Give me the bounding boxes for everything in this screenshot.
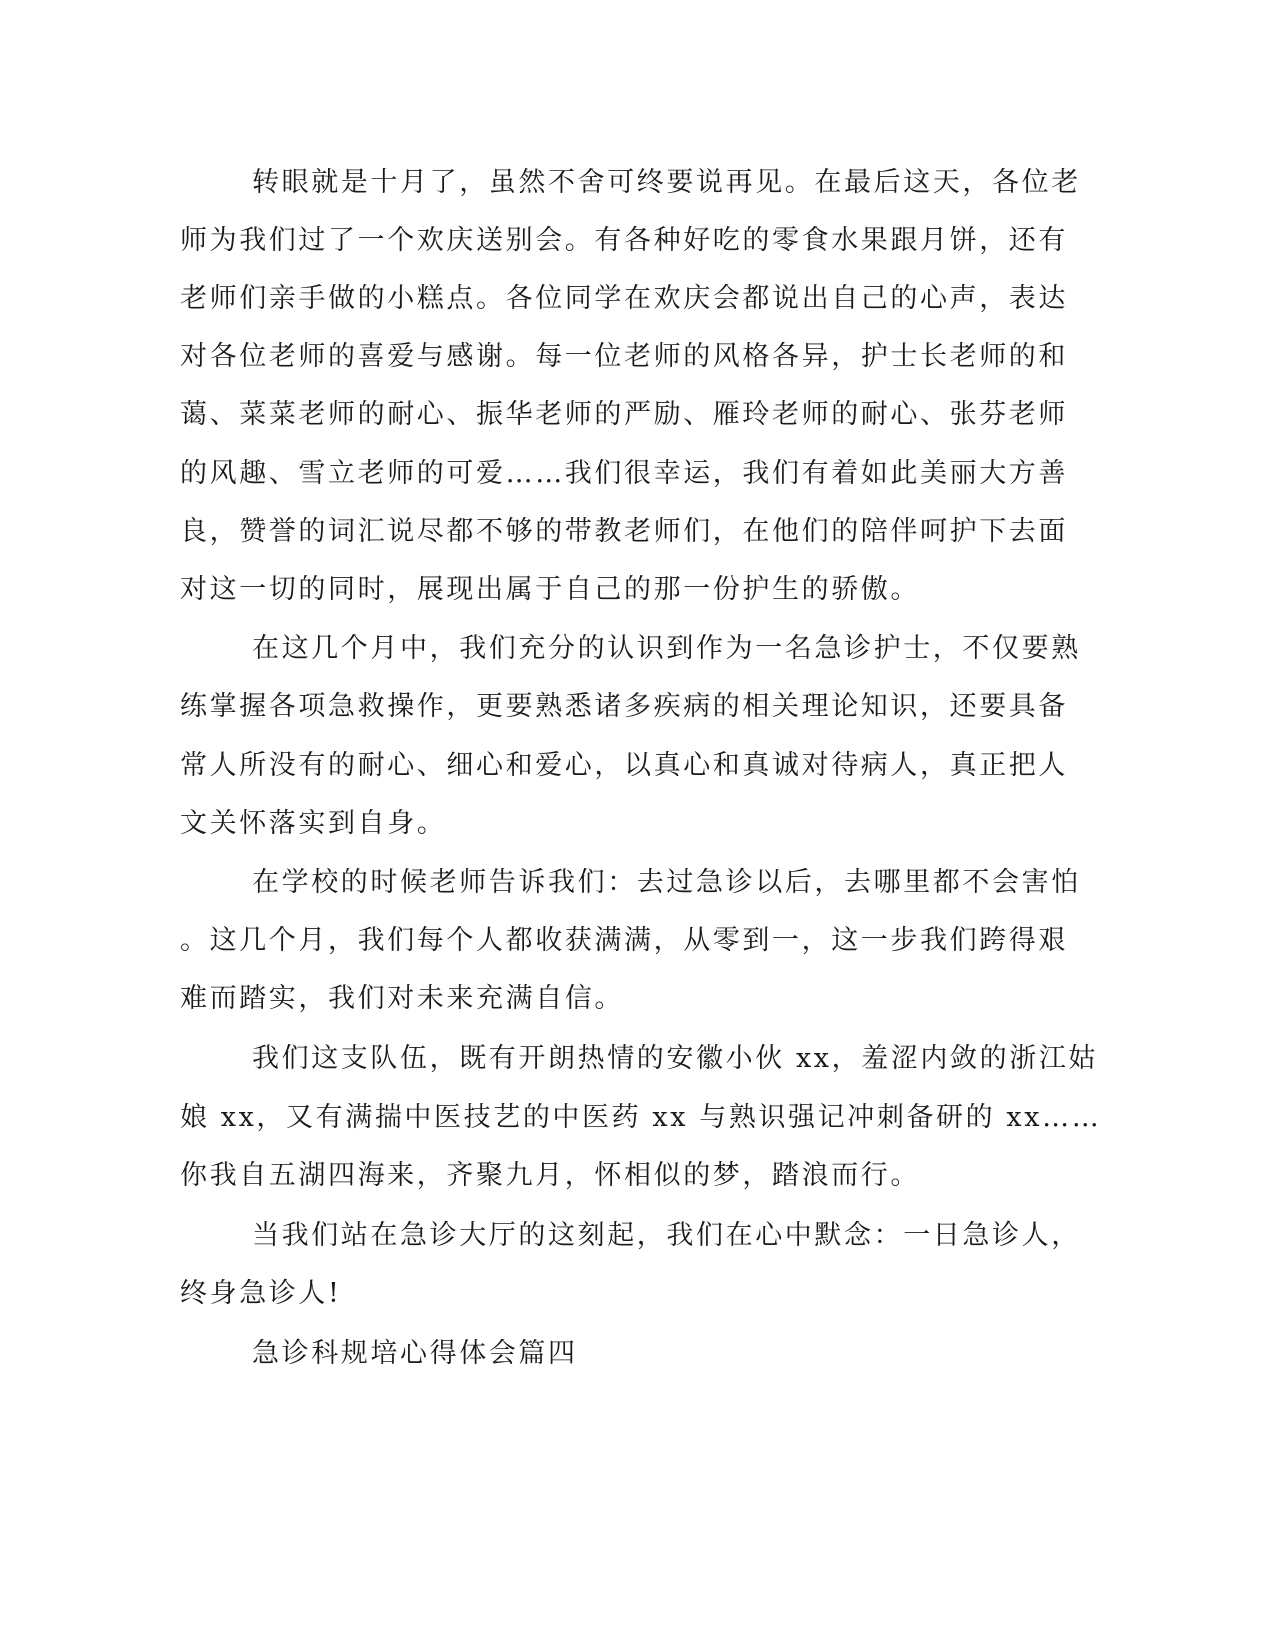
section-heading: 急诊科规培心得体会篇四 <box>252 1338 578 1369</box>
text-line-4: 对各位老师的喜爱与感谢。每一位老师的风格各异，护士长老师的和 <box>180 341 1068 372</box>
text-line-11: 常人所没有的耐心、细心和爱心，以真心和真诚对待病人，真正把人 <box>180 750 1068 781</box>
text-line-16: 我们这支队伍，既有开朗热情的安徽小伙 xx，羞涩内敛的浙江姑 <box>252 1043 1099 1074</box>
text-line-13: 在学校的时候老师告诉我们：去过急诊以后，去哪里都不会害怕 <box>252 867 1081 898</box>
text-line-2: 师为我们过了一个欢庆送别会。有各种好吃的零食水果跟月饼，还有 <box>180 225 1068 256</box>
text-line-20: 终身急诊人! <box>180 1278 342 1309</box>
text-line-5: 蔼、菜菜老师的耐心、振华老师的严励、雁玲老师的耐心、张芬老师 <box>180 399 1068 430</box>
text-line-19: 当我们站在急诊大厅的这刻起，我们在心中默念：一日急诊人， <box>252 1220 1081 1251</box>
text-line-12: 文关怀落实到自身。 <box>180 808 447 839</box>
text-line-15: 难而踏实，我们对未来充满自信。 <box>180 983 624 1014</box>
text-line-6: 的风趣、雪立老师的可爱……我们很幸运，我们有着如此美丽大方善 <box>180 458 1068 489</box>
text-line-3: 老师们亲手做的小糕点。各位同学在欢庆会都说出自己的心声，表达 <box>180 283 1068 314</box>
text-line-1: 转眼就是十月了，虽然不舍可终要说再见。在最后这天，各位老 <box>252 167 1081 198</box>
text-line-17: 娘 xx，又有满揣中医技艺的中医药 xx 与熟识强记冲刺备研的 xx…… <box>180 1102 1102 1133</box>
text-line-10: 练掌握各项急救操作，更要熟悉诸多疾病的相关理论知识，还要具备 <box>180 691 1068 722</box>
text-line-14: 。这几个月，我们每个人都收获满满，从零到一，这一步我们跨得艰 <box>180 925 1068 956</box>
text-line-8: 对这一切的同时，展现出属于自己的那一份护生的骄傲。 <box>180 574 920 605</box>
text-line-7: 良，赞誉的词汇说尽都不够的带教老师们，在他们的陪伴呵护下去面 <box>180 516 1068 547</box>
text-line-9: 在这几个月中，我们充分的认识到作为一名急诊护士，不仅要熟 <box>252 633 1081 664</box>
text-line-18: 你我自五湖四海来，齐聚九月，怀相似的梦，踏浪而行。 <box>180 1160 920 1191</box>
